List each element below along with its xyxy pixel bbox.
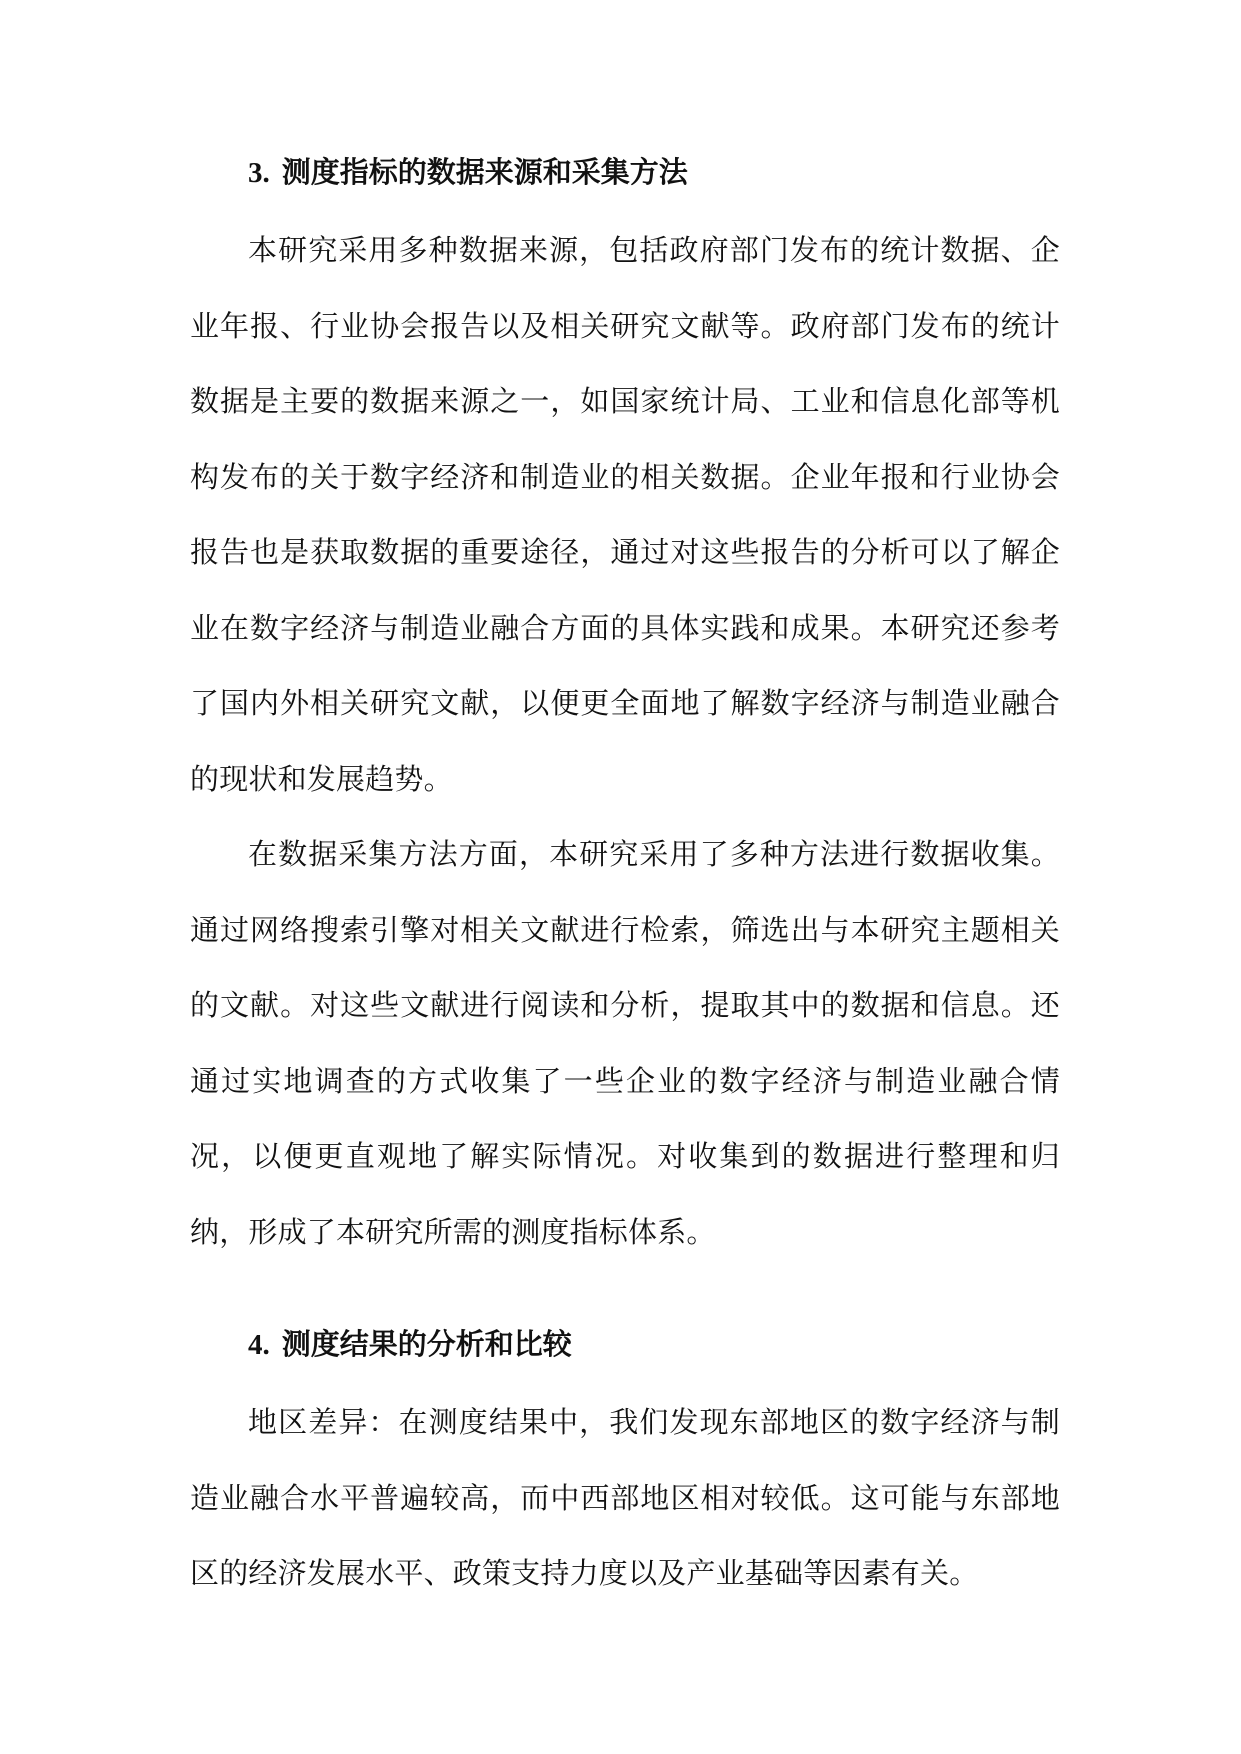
document-page [190, 140, 1060, 1612]
section-4-title: 测度结果的分析和比较 [281, 1327, 572, 1361]
section-3-heading [190, 140, 1060, 205]
section-3-title: 测度指标的数据来源和采集方法 [281, 155, 688, 189]
section-3-paragraph-2: 在数据采集方法方面，本研究采用了多种方法进行数据收集。通过网络搜索引擎对相关文献进行检索，筛选出与本研究主题相关的文献。对这些文献进行阅读和分析，提取其中的数据和信息。还通过实地调查的方式收集了一些企业的数字经济与制造业融合情况，以便更直观地了解实际情况。对收集到的数据进行整理和归纳，形成了本研究所需的测度指标体系。 [190, 837, 1060, 1249]
section-4-heading [190, 1312, 1060, 1377]
section-3-number: 3. [248, 157, 270, 189]
section-4-paragraph-1: 地区差异：在测度结果中，我们发现东部地区的数字经济与制造业融合水平普遍较高，而中西部地区相对较低。这可能与东部地区的经济发展水平、政策支持力度以及产业基础等因素有关。 [190, 1405, 1060, 1590]
section-3-paragraph-1: 本研究采用多种数据来源，包括政府部门发布的统计数据、企业年报、行业协会报告以及相关研究文献等。政府部门发布的统计数据是主要的数据来源之一，如国家统计局、工业和信息化部等机构发布的关于数字经济和制造业的相关数据。企业年报和行业协会报告也是获取数据的重要途径，通过对这些报告的分析可以了解企业在数字经济与制造业融合方面的具体实践和成果。本研究还参考了国内外相关研究文献，以便更全面地了解数字经济与制造业融合的现状和发展趋势。 [190, 233, 1060, 796]
section-4-number: 4. [248, 1329, 270, 1361]
